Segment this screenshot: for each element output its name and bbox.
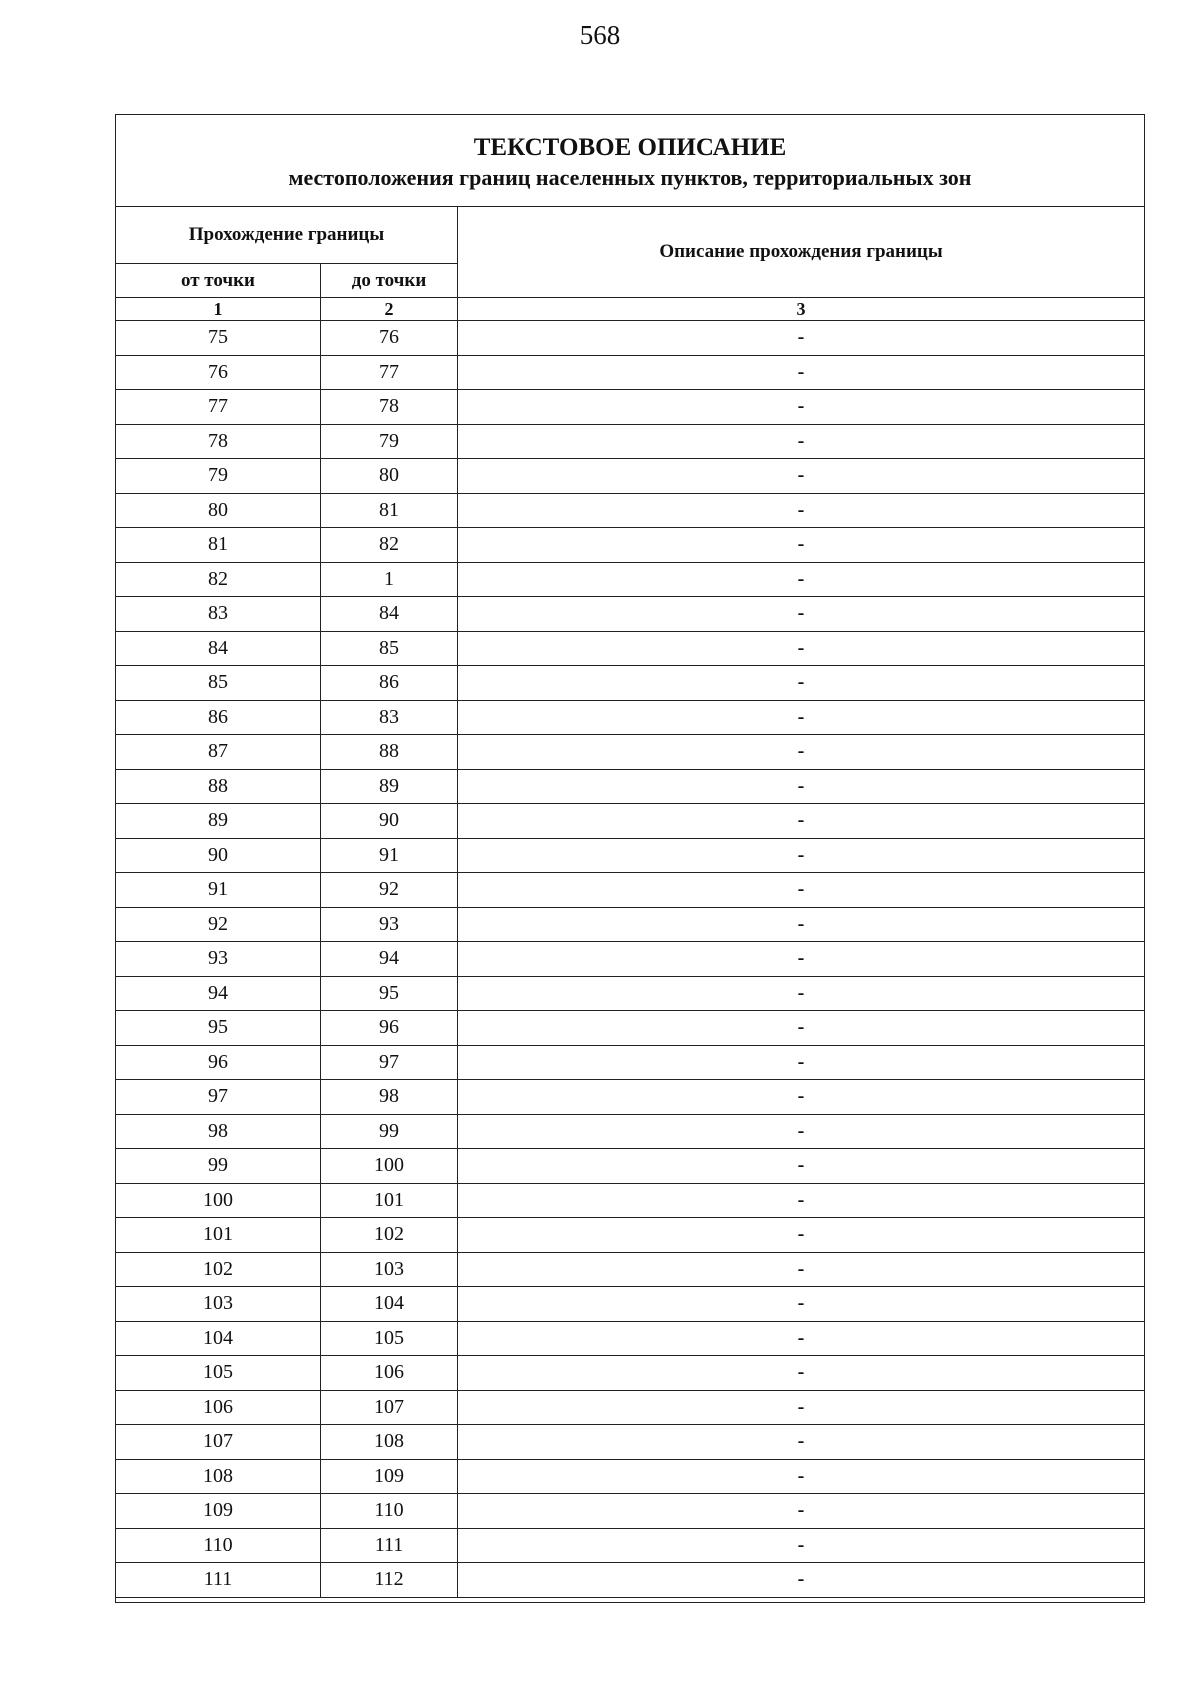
to-point-cell: 109 <box>321 1459 458 1494</box>
table-row <box>116 735 1145 770</box>
table-end-row <box>116 1597 1145 1602</box>
page-number: 568 <box>579 20 621 50</box>
table-row <box>116 459 1145 494</box>
table-row <box>116 1218 1145 1253</box>
to-point-cell: 78 <box>321 390 458 425</box>
from-point-cell: 78 <box>116 424 321 459</box>
description-cell: - <box>458 424 1145 459</box>
table-row <box>116 976 1145 1011</box>
from-point-cell: 75 <box>116 321 321 356</box>
description-cell: - <box>458 562 1145 597</box>
header-description: Описание прохождения границы <box>458 207 1145 298</box>
table-row <box>116 1528 1145 1563</box>
from-point-cell: 80 <box>116 493 321 528</box>
from-point-cell: 76 <box>116 355 321 390</box>
from-point-cell: 100 <box>116 1183 321 1218</box>
table-row <box>116 1045 1145 1080</box>
to-point-cell: 84 <box>321 597 458 632</box>
description-cell: - <box>458 735 1145 770</box>
column-number-row <box>116 298 1145 321</box>
table-row <box>116 1390 1145 1425</box>
table-row <box>116 1459 1145 1494</box>
description-cell: - <box>458 1287 1145 1322</box>
from-point-cell: 77 <box>116 390 321 425</box>
description-cell: - <box>458 804 1145 839</box>
table-row <box>116 321 1145 356</box>
document-title: ТЕКСТОВОЕ ОПИСАНИЕ <box>473 133 787 161</box>
to-point-cell: 93 <box>321 907 458 942</box>
to-point-cell: 77 <box>321 355 458 390</box>
to-point-cell: 107 <box>321 1390 458 1425</box>
to-point-cell: 101 <box>321 1183 458 1218</box>
table-row <box>116 390 1145 425</box>
description-cell: - <box>458 355 1145 390</box>
to-point-cell: 76 <box>321 321 458 356</box>
from-point-cell: 86 <box>116 700 321 735</box>
to-point-cell: 94 <box>321 942 458 977</box>
to-point-cell: 86 <box>321 666 458 701</box>
to-point-cell: 92 <box>321 873 458 908</box>
to-point-cell: 106 <box>321 1356 458 1391</box>
from-point-cell: 96 <box>116 1045 321 1080</box>
to-point-cell: 104 <box>321 1287 458 1322</box>
description-cell: - <box>458 1494 1145 1529</box>
to-point-cell: 99 <box>321 1114 458 1149</box>
description-cell: - <box>458 1528 1145 1563</box>
table-row <box>116 1494 1145 1529</box>
boundary-description-table <box>115 114 1145 1603</box>
table-row <box>116 562 1145 597</box>
table-row <box>116 1080 1145 1115</box>
description-cell: - <box>458 1080 1145 1115</box>
description-cell: - <box>458 873 1145 908</box>
description-cell: - <box>458 1425 1145 1460</box>
to-point-cell: 90 <box>321 804 458 839</box>
to-point-cell: 85 <box>321 631 458 666</box>
from-point-cell: 89 <box>116 804 321 839</box>
to-point-cell: 83 <box>321 700 458 735</box>
document-subtitle: местоположения границ населенных пунктов, территориальных зон <box>288 164 972 190</box>
from-point-cell: 85 <box>116 666 321 701</box>
from-point-cell: 98 <box>116 1114 321 1149</box>
description-cell: - <box>458 1183 1145 1218</box>
description-cell: - <box>458 1356 1145 1391</box>
from-point-cell: 106 <box>116 1390 321 1425</box>
column-number-1: 1 <box>116 298 321 321</box>
to-point-cell: 80 <box>321 459 458 494</box>
description-cell: - <box>458 838 1145 873</box>
description-cell: - <box>458 1563 1145 1598</box>
from-point-cell: 92 <box>116 907 321 942</box>
table-row <box>116 1149 1145 1184</box>
from-point-cell: 101 <box>116 1218 321 1253</box>
header-row-top <box>116 207 1145 264</box>
table-row <box>116 1183 1145 1218</box>
from-point-cell: 111 <box>116 1563 321 1598</box>
from-point-cell: 83 <box>116 597 321 632</box>
table-row <box>116 1356 1145 1391</box>
to-point-cell: 88 <box>321 735 458 770</box>
header-to-point: до точки <box>321 264 458 298</box>
description-cell: - <box>458 1218 1145 1253</box>
table-row <box>116 700 1145 735</box>
from-point-cell: 88 <box>116 769 321 804</box>
to-point-cell: 89 <box>321 769 458 804</box>
from-point-cell: 95 <box>116 1011 321 1046</box>
table-row <box>116 631 1145 666</box>
table-row <box>116 528 1145 563</box>
from-point-cell: 103 <box>116 1287 321 1322</box>
description-cell: - <box>458 666 1145 701</box>
table-row <box>116 493 1145 528</box>
description-cell: - <box>458 459 1145 494</box>
to-point-cell: 98 <box>321 1080 458 1115</box>
table-row <box>116 1425 1145 1460</box>
from-point-cell: 102 <box>116 1252 321 1287</box>
header-from-point: от точки <box>116 264 321 298</box>
description-cell: - <box>458 1321 1145 1356</box>
table-row <box>116 838 1145 873</box>
from-point-cell: 105 <box>116 1356 321 1391</box>
description-cell: - <box>458 493 1145 528</box>
to-point-cell: 103 <box>321 1252 458 1287</box>
description-cell: - <box>458 321 1145 356</box>
description-cell: - <box>458 390 1145 425</box>
from-point-cell: 87 <box>116 735 321 770</box>
title-cell <box>116 115 1145 207</box>
table-row <box>116 907 1145 942</box>
description-cell: - <box>458 769 1145 804</box>
description-cell: - <box>458 1149 1145 1184</box>
from-point-cell: 79 <box>116 459 321 494</box>
table-row <box>116 1114 1145 1149</box>
table-row <box>116 804 1145 839</box>
column-number-2: 2 <box>321 298 458 321</box>
from-point-cell: 91 <box>116 873 321 908</box>
to-point-cell: 79 <box>321 424 458 459</box>
from-point-cell: 110 <box>116 1528 321 1563</box>
to-point-cell: 110 <box>321 1494 458 1529</box>
description-cell: - <box>458 528 1145 563</box>
column-number-3: 3 <box>458 298 1145 321</box>
description-cell: - <box>458 700 1145 735</box>
from-point-cell: 97 <box>116 1080 321 1115</box>
from-point-cell: 90 <box>116 838 321 873</box>
description-cell: - <box>458 597 1145 632</box>
from-point-cell: 104 <box>116 1321 321 1356</box>
description-cell: - <box>458 976 1145 1011</box>
from-point-cell: 107 <box>116 1425 321 1460</box>
from-point-cell: 94 <box>116 976 321 1011</box>
table-end-cell <box>116 1597 1145 1602</box>
description-cell: - <box>458 942 1145 977</box>
description-cell: - <box>458 1390 1145 1425</box>
to-point-cell: 100 <box>321 1149 458 1184</box>
table-row <box>116 942 1145 977</box>
description-cell: - <box>458 1252 1145 1287</box>
table-row <box>116 1563 1145 1598</box>
from-point-cell: 82 <box>116 562 321 597</box>
table-row <box>116 1252 1145 1287</box>
description-cell: - <box>458 631 1145 666</box>
header-passage: Прохождение границы <box>116 207 458 264</box>
title-row <box>116 115 1145 207</box>
to-point-cell: 91 <box>321 838 458 873</box>
to-point-cell: 1 <box>321 562 458 597</box>
from-point-cell: 99 <box>116 1149 321 1184</box>
to-point-cell: 95 <box>321 976 458 1011</box>
description-cell: - <box>458 1045 1145 1080</box>
to-point-cell: 108 <box>321 1425 458 1460</box>
to-point-cell: 81 <box>321 493 458 528</box>
from-point-cell: 84 <box>116 631 321 666</box>
table-row <box>116 424 1145 459</box>
table-row <box>116 355 1145 390</box>
description-cell: - <box>458 1459 1145 1494</box>
to-point-cell: 102 <box>321 1218 458 1253</box>
from-point-cell: 93 <box>116 942 321 977</box>
to-point-cell: 97 <box>321 1045 458 1080</box>
from-point-cell: 81 <box>116 528 321 563</box>
description-cell: - <box>458 1114 1145 1149</box>
description-cell: - <box>458 907 1145 942</box>
to-point-cell: 111 <box>321 1528 458 1563</box>
description-cell: - <box>458 1011 1145 1046</box>
from-point-cell: 109 <box>116 1494 321 1529</box>
table-row <box>116 1287 1145 1322</box>
table-row <box>116 1321 1145 1356</box>
table-row <box>116 769 1145 804</box>
table-row <box>116 666 1145 701</box>
table-row <box>116 1011 1145 1046</box>
to-point-cell: 82 <box>321 528 458 563</box>
to-point-cell: 112 <box>321 1563 458 1598</box>
to-point-cell: 96 <box>321 1011 458 1046</box>
table-row <box>116 597 1145 632</box>
to-point-cell: 105 <box>321 1321 458 1356</box>
from-point-cell: 108 <box>116 1459 321 1494</box>
table-row <box>116 873 1145 908</box>
